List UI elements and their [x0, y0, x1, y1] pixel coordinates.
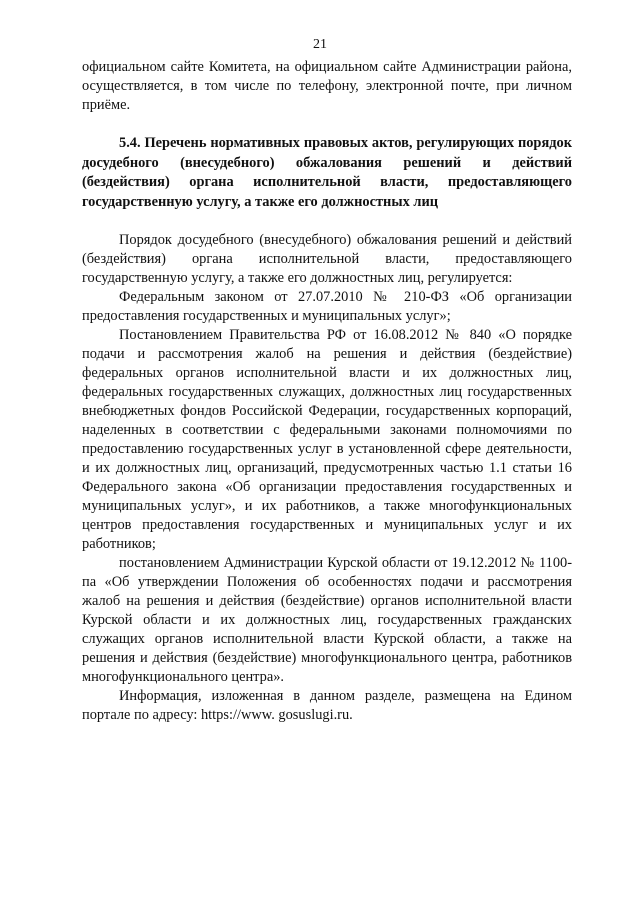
paragraph-portal-info: Информация, изложенная в данном разделе, размещена на Едином портале по адресу: https://www. gosuslugi.ru.	[82, 688, 572, 723]
paragraph-government-decree: Постановлением Правительства РФ от 16.08.2012 № 840 «О порядке подачи и рассмотрения жалоб на решения и действия (бездействие) федеральных органов исполнительной власти и их должностных лиц, федеральных государственных служащих, должностных лиц государственных внебюджетных фондов Российской Федерации, государственных корпораций, наделенных в соответствии с федеральными законами полномочиями по предоставлению государственных услуг в установленной сфере деятельности, и их должностных лиц, организаций, предусмотренных частью 1.1 статьи 16 Федерального закона «Об организации предоставления государственных и муниципальных услуг», и их работников, а также многофункциональных центров предоставления государственных и муниципальных услуг и их работников;	[82, 327, 572, 552]
paragraph-regulation-intro: Порядок досудебного (внесудебного) обжалования решений и действий (бездействия) органа исполнительной власти, предоставляющего государственную услугу, а также его должностных лиц, регулируется:	[82, 232, 572, 286]
section-heading: 5.4. Перечень нормативных правовых актов, регулирующих порядок досудебного (внесудебного) обжалования решений и действий (бездействия) органа исполнительной власти, предоставляющего государственную услугу, а также его должностных лиц	[82, 135, 572, 210]
intro-paragraph: официальном сайте Комитета, на официальном сайте Администрации района, осуществляется, в том числе по телефону, электронной почте, при личном приёме.	[82, 59, 572, 113]
document-body	[82, 58, 572, 725]
paragraph-kursk-decree: постановлением Администрации Курской области от 19.12.2012 № 1100-па «Об утверждении Положения об особенностях подачи и рассмотрения жалоб на решения и действия (бездействие) органов исполнительной власти Курской области и их должностных лиц, государственных гражданских служащих органов исполнительной власти Курской области, а также на решения и действия (бездействие) многофункционального центра, работников многофункционального центра».	[82, 555, 572, 685]
paragraph-federal-law: Федеральным законом от 27.07.2010 № 210-ФЗ «Об организации предоставления государственных и муниципальных услуг»;	[82, 289, 572, 324]
page-number: 21	[313, 37, 327, 52]
